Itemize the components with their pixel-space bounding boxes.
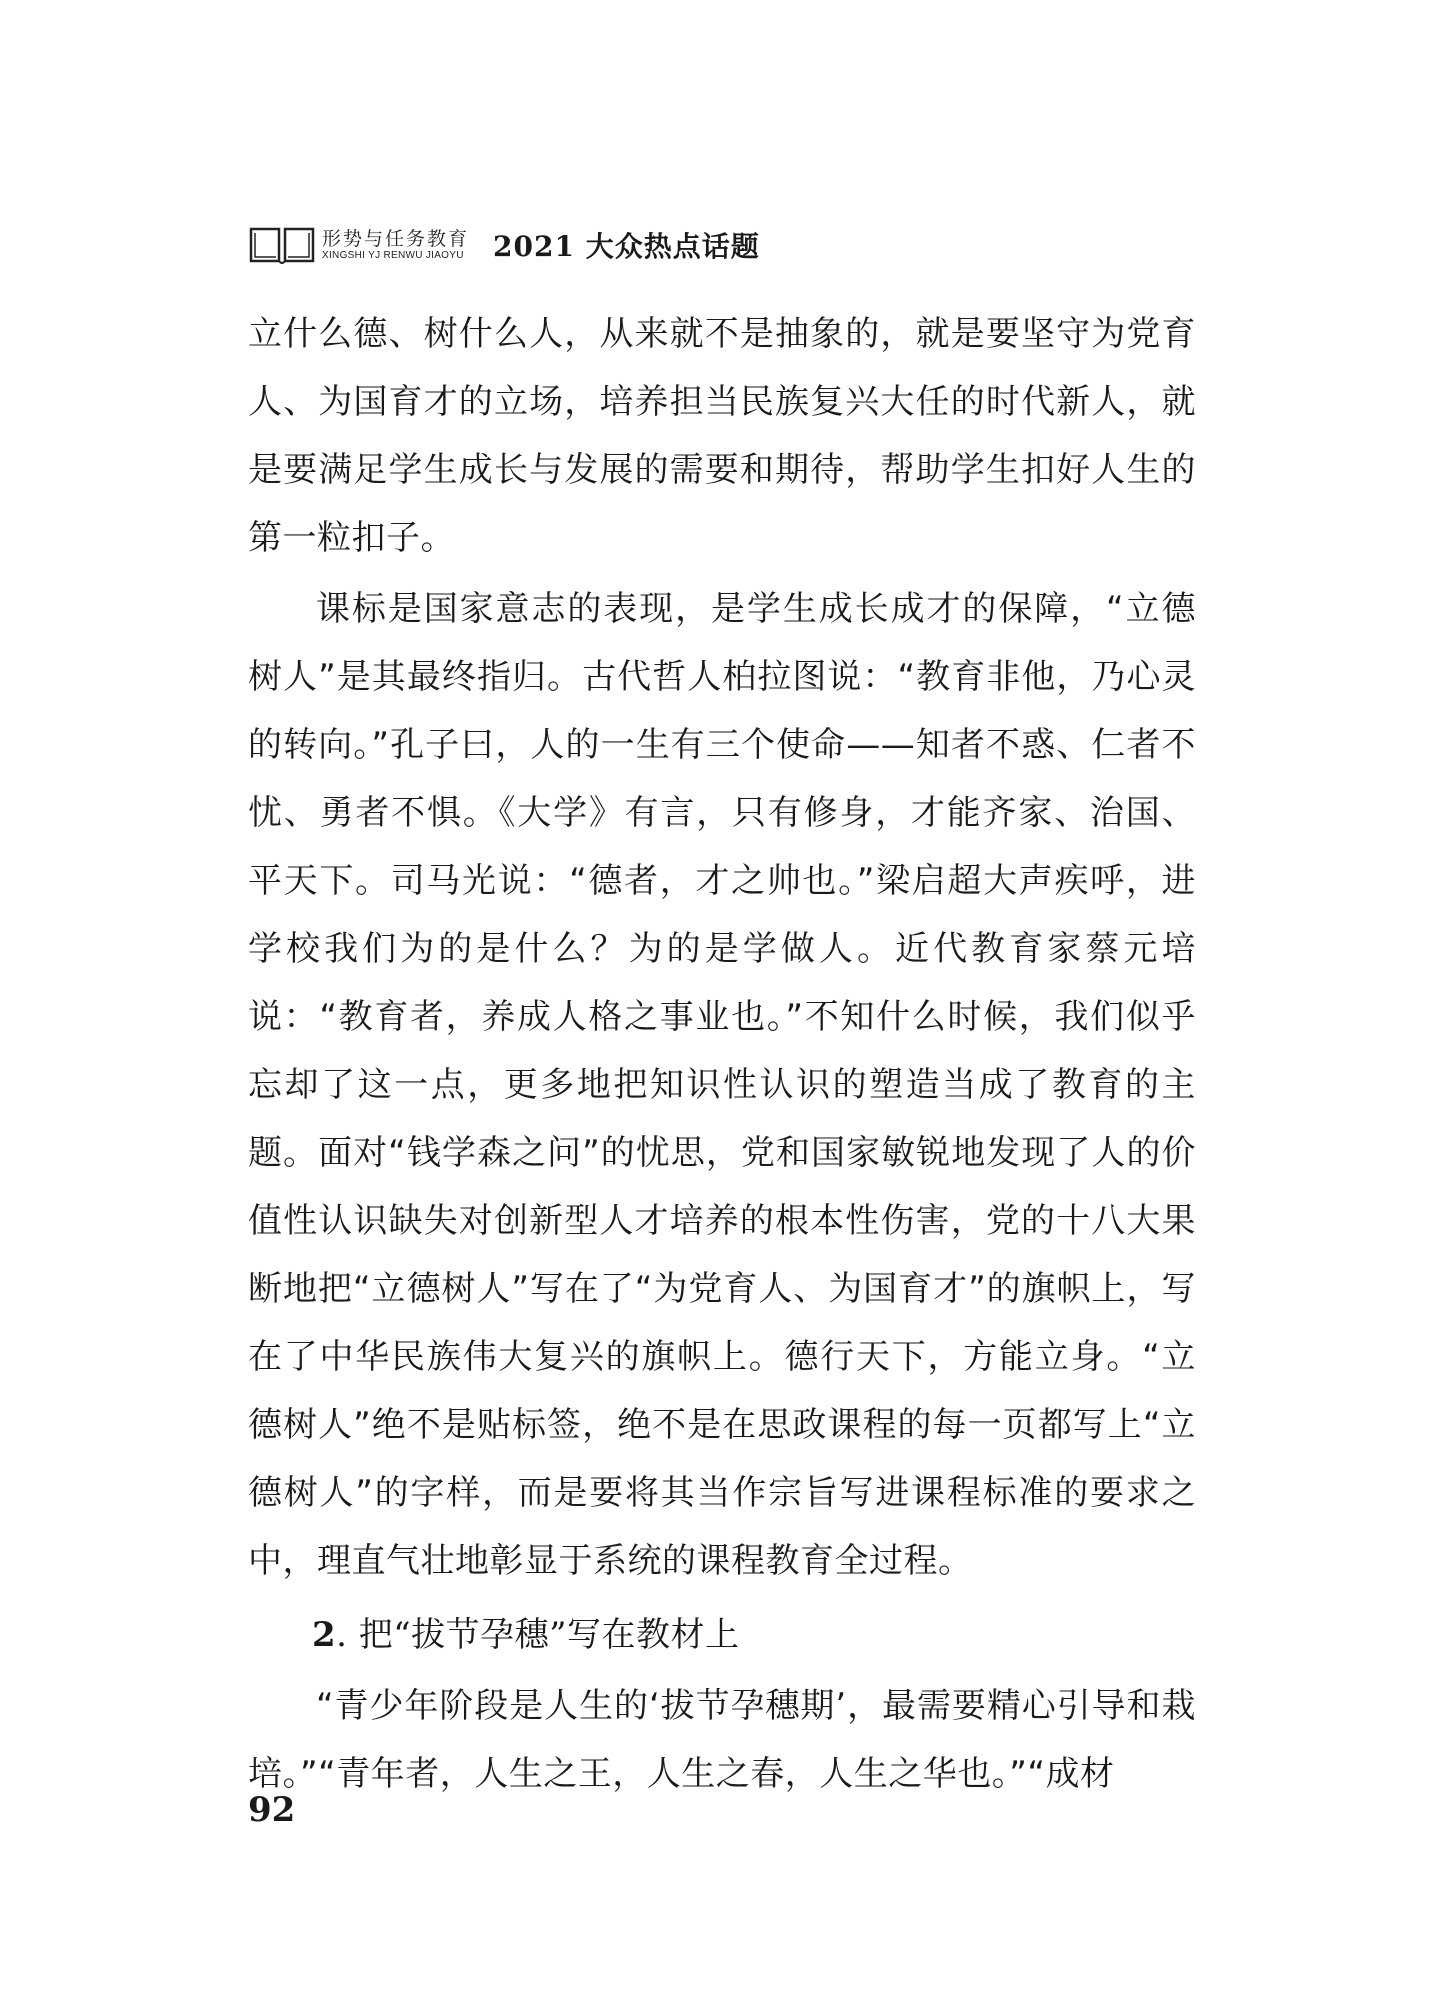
brand-name-pinyin: XINGSHI YJ RENWU JIAOYU xyxy=(322,250,464,261)
header-title: 2021 大众热点话题 xyxy=(493,230,760,263)
section-title: . 把“拔节孕穗”写在教材上 xyxy=(336,1615,740,1655)
section-number: 2 xyxy=(312,1615,337,1655)
open-book-icon xyxy=(248,225,316,265)
paragraph-1: 立什么德、树什么人，从来就不是抽象的，就是要坚守为党育人、为国育才的立场，培养担当民族复兴大任的时代新人，就是要满足学生成长与发展的需要和期待，帮助学生扣好人生的第一粒扣子。 xyxy=(248,314,1196,558)
running-header xyxy=(248,222,760,268)
paragraph-2: 课标是国家意志的表现，是学生成长成才的保障，“立德树人”是其最终指归。古代哲人柏拉图说：“教育非他，乃心灵的转向。”孔子曰，人的一生有三个使命——知者不惑、仁者不忧、勇者不惧。《大学》有言，只有修身，才能齐家、治国、平天下。司马光说：“德者，才之帅也。”梁启超大声疾呼，进学校我们为的是什么？为的是学做人。近代教育家蔡元培说：“教育者，养成人格之事业也。”不知什么时候，我们似乎忘却了这一点，更多地把知识性认识的塑造当成了教育的主题。面对“钱学森之问”的忧思，党和国家敏锐地发现了人的价值性认识缺失对创新型人才培养的根本性伤害，党的十八大果断地把“立德树人”写在了“为党育人、为国育才”的旗帜上，写在了中华民族伟大复兴的旗帜上。德行天下，方能立身。“立德树人”绝不是贴标签，绝不是在思政课程的每一页都写上“立德树人”的字样，而是要将其当作宗旨写进课程标准的要求之中，理直气壮地彰显于系统的课程教育全过程。 xyxy=(248,589,1196,1581)
paragraph-3: “青少年阶段是人生的‘拔节孕穗期’，最需要精心引导和栽培。”“青年者，人生之王，人生之春，人生之华也。”“成材 xyxy=(248,1686,1196,1794)
brand-name-chinese: 形势与任务教育 xyxy=(322,228,470,250)
article-body xyxy=(248,300,1196,1808)
section-heading xyxy=(248,1601,1196,1669)
brand-logo xyxy=(322,228,469,262)
page-number: 92 xyxy=(248,1790,296,1830)
